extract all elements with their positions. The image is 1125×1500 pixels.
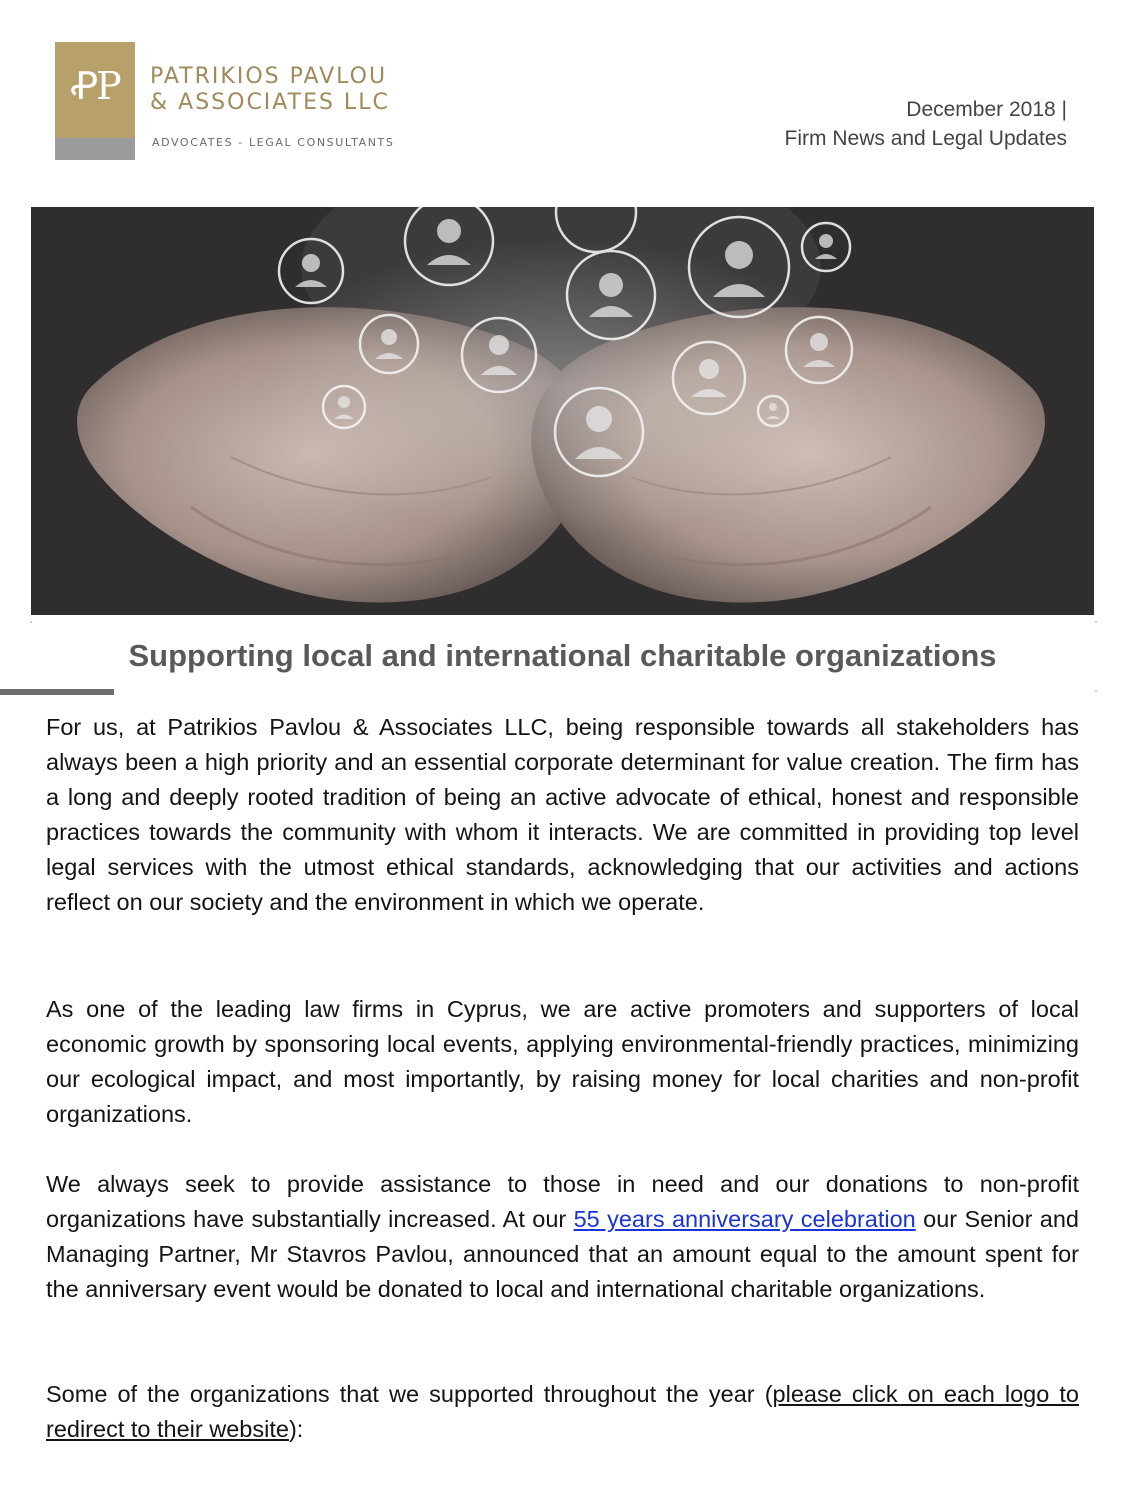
- divider-dot: [30, 621, 32, 623]
- paragraph-donations: [46, 1167, 1079, 1307]
- article-title: Supporting local and international charitable organizations: [128, 638, 997, 673]
- paragraph-organizations-text-1: Some of the organizations that we supported throughout the year (: [46, 1381, 773, 1407]
- paragraph-responsibility: For us, at Patrikios Pavlou & Associates LLC, being responsible towards all stakeholders has always been a high priority and an essential corporate determinant for value creation. The firm has a long and deeply rooted tradition of being an active advocate of ethical, honest and responsible practices towards the community with whom it interacts. We are committed in providing top level legal services with the utmost ethical standards, acknowledging that our activities and actions reflect on our society and the environment in which we operate.: [46, 714, 1079, 915]
- title-underline-bar: [0, 689, 114, 695]
- hands-with-people-icons: [31, 207, 1094, 615]
- paragraph-organizations: [46, 1377, 1079, 1447]
- paragraph-donations-text-1: We always seek to provide assistance to those in need and our donations to non-profit organizations have substantially increased. At our: [46, 1171, 1079, 1232]
- paragraph-organizations-text-2: ):: [288, 1416, 304, 1442]
- newsletter-subtitle: Firm News and Legal Updates: [784, 127, 1067, 150]
- logo-name-line-1: PATRIKIOS PAVLOU: [150, 64, 388, 89]
- anniversary-celebration-link[interactable]: 55 years anniversary celebration: [573, 1206, 916, 1232]
- logo-monogram: ꝒP: [70, 64, 120, 108]
- firm-logo: [55, 42, 135, 160]
- divider-dot: [1095, 690, 1097, 692]
- paragraph-donations-text-2: our Senior and Managing Partner, Mr Stavros Pavlou, announced that an amount equal to the amount spent for the anniversary event would be donated to local and international charitable organizations.: [46, 1206, 1079, 1302]
- logo-redirect-link[interactable]: please click on each logo to redirect to their website: [46, 1381, 1079, 1442]
- newsletter-date: December 2018 |: [906, 98, 1067, 121]
- paragraph-local-growth: As one of the leading law firms in Cyprus, we are active promoters and supporters of local economic growth by sponsoring local events, applying environmental-friendly practices, minimizing our ecological impact, and most importantly, by raising money for local charities and non-profit organizations.: [46, 996, 1079, 1127]
- logo-name-line-2: & ASSOCIATES LLC: [150, 90, 390, 115]
- logo-tagline: ADVOCATES - LEGAL CONSULTANTS: [152, 136, 395, 149]
- logo-gray-bar: [55, 138, 135, 160]
- divider-dot: [1095, 621, 1097, 623]
- hero-image: [31, 207, 1094, 615]
